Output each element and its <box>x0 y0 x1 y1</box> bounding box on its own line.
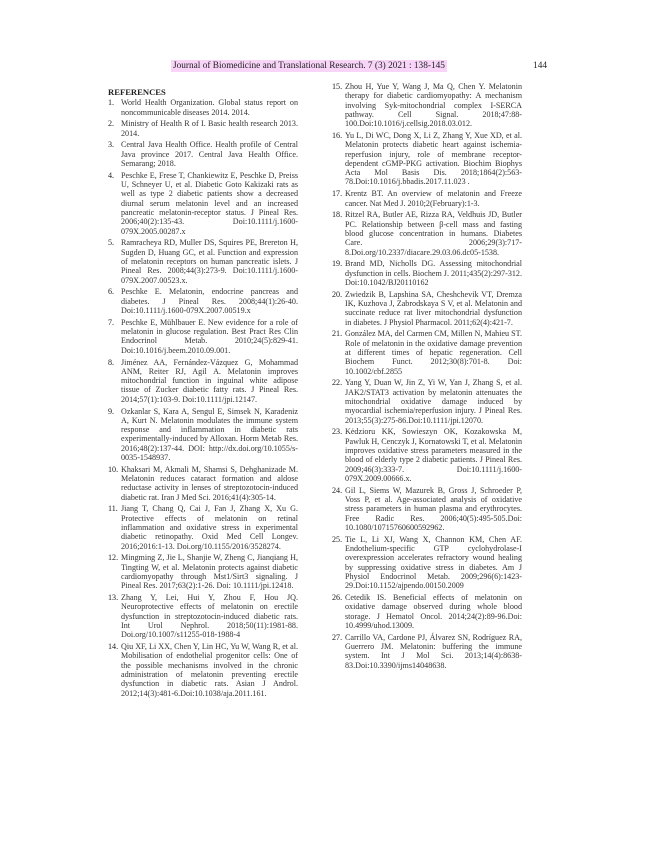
reference-number: 3. <box>108 140 115 150</box>
reference-item <box>108 318 298 355</box>
reference-item <box>108 98 298 117</box>
reference-number: 26. <box>332 592 343 602</box>
reference-text: Krentz BT. An overview of melatonin and Freeze cancer. Nat Med J. 2010;2(February):1-3. <box>345 189 522 208</box>
reference-item <box>332 290 522 327</box>
reference-text: Qiu XF, Li XX, Chen Y, Lin HC, Yu W, Wang R, et al. Mobilisation of endothelial progenitor cells: One of the possible mechanisms involved in the chronic administration of melatonin preventing erectile dysfunction in diabetic rats. Asian J Androl. 2012;14(3):481-6.Doi:10.1038/aja.2011.161. <box>121 642 298 698</box>
reference-item <box>108 407 298 463</box>
reference-item <box>332 486 522 532</box>
reference-number: 1. <box>108 98 115 108</box>
reference-text: Peschke E. Melatonin, endocrine pancreas and diabetes. J Pineal Res. 2008;44(1):26-40. Doi:10.1111/j.1600-079X.2007.00519.x <box>121 287 298 316</box>
reference-text: Jiang T, Chang Q, Cai J, Fan J, Zhang X, Xu G. Protective effects of melatonin on retinal inflammation and oxidative stress in experimental diabetic retinopathy. Oxid Med Cell Longev. 2016;2016:1-13. Doi.org/10.1155/2016/3528274. <box>121 504 298 551</box>
reference-text: Ritzel RA, Butler AE, Rizza RA, Veldhuis JD, Butler PC. Relationship between β-cell mass and fasting blood glucose concentration in humans. Diabetes Care. 2006;29(3):717-8.Doi.org/10.2337/diacare.29.03.06.dc05-1538. <box>345 210 522 257</box>
reference-item <box>332 633 522 670</box>
reference-number: 17. <box>332 189 343 199</box>
reference-number: 18. <box>332 210 343 220</box>
reference-text: Central Java Health Office. Health profile of Central Java province 2017. Central Java Health Office. Semarang; 2018. <box>121 140 298 169</box>
left-column <box>108 88 298 700</box>
reference-number: 8. <box>108 357 115 367</box>
reference-number: 5. <box>108 238 115 248</box>
reference-number: 25. <box>332 534 343 544</box>
reference-text: Jiménez AA, Fernández-Vázquez G, Mohammad ANM, Reiter RJ, Agil A. Melatonin improves mitochondrial function in inguinal white adipose tissue of Zucker diabetic fatty rats. J Pineal Res. 2014;57(1):103-9. Doi:10.1111/jpi.12147. <box>121 357 298 404</box>
reference-text: Peschke E, Mühlbauer E. New evidence for a role of melatonin in glucose regulation. Best Pract Res Clin Endocrinol Metab. 2010;24(5):829-41. Doi:10.1016/j.beem.2010.09.001. <box>121 317 298 355</box>
reference-item <box>332 131 522 187</box>
reference-number: 11. <box>108 504 118 514</box>
reference-text: Ministry of Health R of I. Basic health research 2013. 2014. <box>121 119 298 138</box>
reference-item <box>332 210 522 256</box>
reference-text: Cetedik IS. Beneficial effects of melatonin on oxidative damage observed during whole blood storage. J Hematol Oncol. 2014;24(2):89-96.Doi: 10.4999/uhod.13009. <box>345 592 522 630</box>
reference-item <box>332 378 522 424</box>
journal-citation: Journal of Biomedicine and Translational Research. 7 (3) 2021 : 138-145 <box>173 61 445 71</box>
reference-text: Peschke E, Frese T, Chankiewitz E, Peschke D, Preiss U, Schneyer U, et al. Diabetic Goto Kakizaki rats as well as type 2 diabetic patients show a decreased diurnal serum melatonin level and an increased pancreatic melatonin-receptor status. J Pineal Res. 2006;40(2):135-43. Doi:10.1111/j.1600-079X.2005.00287.x <box>121 170 298 236</box>
reference-text: World Health Organization. Global status report on noncommunicable diseases 2014. 2014. <box>121 98 298 117</box>
reference-text: Zhou H, Yue Y, Wang J, Ma Q, Chen Y. Melatonin therapy for diabetic cardiomyopathy: A mechanism involving Syk-mitochondrial complex I-SERCA pathway. Cell Signal. 2018;47:88-100.Doi:10.1016/j.cellsig.2018.03.012. <box>345 82 522 129</box>
reference-text: Zhang Y, Lei, Hui Y, Zhou F, Hou JQ. Neuroprotective effects of melatonin on erectile dysfunction in streptozotocin-induced diabetic rats. Int Urol Nephrol. 2018;50(11):1981-88. Doi.org/10.1007/s11255-018-1988-4 <box>121 593 298 640</box>
reference-text: Carrillo VA, Cardone PJ, Álvarez SN, Rodríguez RA, Guerrero JM. Melatonin: buffering the immune system. Int J Mol Sci. 2013;14(4):8638-83.Doi:10.3390/ijms14048638. <box>345 632 522 670</box>
reference-number: 27. <box>332 632 343 642</box>
reference-item <box>108 504 298 550</box>
reference-text: Yu L, Di WC, Dong X, Li Z, Zhang Y, Xue XD, et al. Melatonin protects diabetic heart against ischemia-reperfusion injury, role of membrane receptor-dependent cGMP-PKG activation. Biochim Biophys Acta Mol Basis Dis. 2018;1864(2):563-78.Doi:10.1016/j.bbadis.2017.11.023 . <box>345 130 522 187</box>
page-header <box>107 60 547 74</box>
reference-item <box>108 140 298 168</box>
reference-number: 23. <box>332 427 343 437</box>
references-heading: REFERENCES <box>108 87 166 97</box>
reference-item <box>332 427 522 483</box>
reference-text: Ozkanlar S, Kara A, Sengul E, Simsek N, Karadeniz A, Kurt N. Melatonin modulates the immune system response and inflammation in diabetic rats experimentally-induced by Alloxan. Horm Metab Res. 2016;48(2):137-44. DOI: http://dx.doi.org/10.1055/s-0035-1548937. <box>121 406 298 462</box>
reference-item <box>108 171 298 236</box>
reference-text: Zwiedzik B, Lapshina SA, Cheshchevik VT, Dremza IK, Kuzhova J, Zabrodskaya S V, et al. Melatonin and succinate reduce rat liver mitochondrial dysfunction in diabetes. J Physiol Pharmacol. 2011;62(4):421-7. <box>345 289 522 327</box>
reference-text: Khaksari M, Akmali M, Shamsi S, Dehghanizade M. Melatonin reduces cataract formation and aldose reductase activity in lenses of streptozotocin-induced diabetic rat. Iran J Med Sci. 2016;41(4):305-14. <box>121 464 298 502</box>
reference-number: 20. <box>332 289 343 299</box>
reference-number: 12. <box>108 553 119 563</box>
reference-text: Tie L, Li XJ, Wang X, Channon KM, Chen AF. Endothelium-specific GTP cyclohydrolase-I overexpression accelerates refractory wound healing by suppressing oxidative stress in diabetes. Am J Physiol Endocrinol Metab. 2009;296(6):1423-29.Doi:10.1152/ajpendo.00150.2009 <box>345 534 522 591</box>
reference-item <box>332 259 522 287</box>
reference-item <box>108 287 298 315</box>
reference-item <box>108 465 298 502</box>
reference-text: Yang Y, Duan W, Jin Z, Yi W, Yan J, Zhang S, et al. JAK2/STAT3 activation by melatonin attenuates the mitochondrial oxidative damage induced by myocardial ischemia/reperfusion injury. J Pineal Res. 2013;55(3):275-86.Doi:10.1111/jpi.12070. <box>345 378 522 425</box>
reference-list-left <box>108 98 298 698</box>
reference-item <box>332 329 522 375</box>
reference-number: 9. <box>108 406 115 416</box>
reference-number: 6. <box>108 287 115 297</box>
reference-text: Kėdzioru KK, Sowieszyn OK, Kozakowska M, Pawluk H, Cenczyk J, Kornatowski T, et al. Melatonin improves oxidative stress parameters measured in the blood of elderly type 2 diabetic patients. J Pineal Res. 2009;46(3):333-7. Doi:10.1111/j.1600-079X.2009.00666.x. <box>345 427 522 483</box>
reference-item <box>108 238 298 284</box>
reference-item <box>108 642 298 698</box>
reference-number: 2. <box>108 119 115 129</box>
reference-number: 16. <box>332 130 343 140</box>
reference-text: Ramracheya RD, Muller DS, Squires PE, Brereton H, Sugden D, Huang GC, et al. Function and expression of melatonin receptors on human pancreatic islets. J Pineal Res. 2008;44(3):273-9. Doi:10.1111/j.1600-079X.2007.00523.x. <box>121 238 298 285</box>
reference-item <box>108 593 298 639</box>
reference-number: 19. <box>332 259 343 269</box>
reference-item <box>108 553 298 590</box>
reference-text: González MA, del Carmen CM, Millen N, Mahieu ST. Role of melatonin in the oxidative damage prevention at different times of hepatic regeneration. Cell Biochem Funct. 2012;30(8):701-8. Doi: 10.1002/cbf.2855 <box>345 329 522 376</box>
reference-text: Mingming Z, Jie L, Shanjie W, Zheng C, Jianqiang H, Tingting W, et al. Melatonin protects against diabetic cardiomyopathy through Mst1/Sirt3 signaling. J Pineal Res. 2017;63(2):1-26. Doi: 10.1111/jpi.12418. <box>121 553 298 591</box>
reference-text: Gil L, Siems W, Mazurek B, Gross J, Schroeder P, Voss P, et al. Age-associated analysis of oxidative stress parameters in human plasma and erythrocytes. Free Radic Res. 2006;40(5):495-505.Doi: 10.1080/10715760600592962. <box>345 485 522 532</box>
reference-item <box>332 189 522 208</box>
reference-item <box>108 358 298 404</box>
reference-number: 14. <box>108 642 119 652</box>
reference-text: Brand MD, Nicholls DG. Assessing mitochondrial dysfunction in cells. Biochem J. 2011;435(2):297-312. Doi:10.1042/BJ20110162 <box>345 259 522 287</box>
page-number: 144 <box>533 61 547 71</box>
reference-number: 21. <box>332 329 343 339</box>
reference-number: 22. <box>332 378 343 388</box>
reference-item <box>332 535 522 591</box>
reference-number: 13. <box>108 593 119 603</box>
reference-list-right <box>332 82 522 670</box>
reference-number: 10. <box>108 464 119 474</box>
right-column <box>332 82 522 672</box>
reference-number: 15. <box>332 82 343 91</box>
reference-item <box>332 593 522 630</box>
reference-number: 4. <box>108 170 115 180</box>
reference-item <box>108 119 298 138</box>
reference-number: 7. <box>108 317 115 327</box>
reference-item <box>332 82 522 128</box>
reference-number: 24. <box>332 485 343 495</box>
